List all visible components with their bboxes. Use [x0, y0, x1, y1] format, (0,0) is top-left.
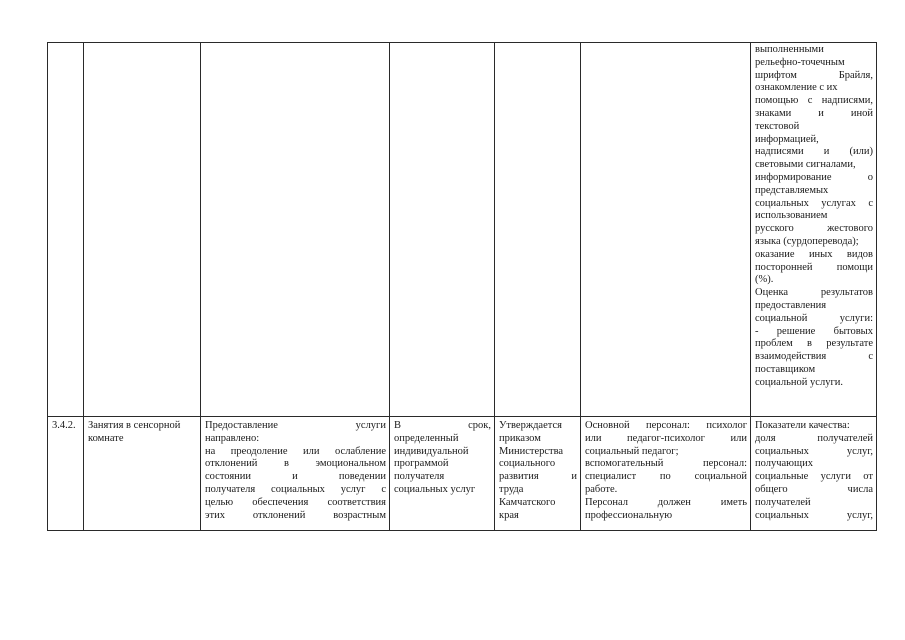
text-line: социальных услуг,: [755, 445, 873, 457]
text-line: представляемых: [755, 184, 829, 196]
text-line: социальных услуг: [394, 483, 476, 495]
text-line: языка (сурдоперевода);: [755, 235, 859, 247]
text-line: Показатели качества:: [755, 420, 850, 431]
cell-quality-indicators: [751, 417, 877, 531]
text-line: поставщиком: [755, 363, 816, 375]
text-line: определенный: [394, 432, 459, 444]
cell-quality-indicators: [751, 43, 877, 417]
text-line: профессиональную: [585, 509, 673, 521]
text-line: Предоставление услуги: [205, 420, 386, 431]
staff-text: [585, 420, 747, 522]
text-line: текстовой: [755, 120, 800, 132]
text-line: Камчатского: [499, 496, 556, 508]
text-line: взаимодействия с: [755, 351, 873, 363]
cell-term: [390, 43, 495, 417]
text-line: развития и: [499, 471, 577, 483]
text-line: русского жестового: [755, 223, 873, 235]
text-line: ознакомление с их: [755, 82, 838, 94]
text-line: доля получателей: [755, 432, 873, 444]
text-line: вспомогательный персонал:: [585, 458, 747, 470]
text-line: получателя: [394, 471, 445, 483]
text-line: проблем в результате: [755, 338, 873, 350]
cell-description: [201, 417, 390, 531]
table-row-3-4-2: [48, 417, 877, 531]
cell-approval: [495, 417, 581, 531]
text-line: отклонений в эмоциональном: [205, 458, 386, 470]
text-line: социального: [499, 458, 556, 470]
text-line: Утверждается: [499, 420, 562, 431]
cell-description: [201, 43, 390, 417]
term-text: [394, 420, 491, 497]
text-line: получателей: [755, 496, 811, 508]
text-line: - решение бытовых: [755, 325, 873, 337]
quality-text: [755, 420, 873, 522]
cell-term: [390, 417, 495, 531]
text-line: помощью с надписями,: [755, 95, 873, 107]
text-line: программой: [394, 458, 449, 470]
text-line: использованием: [755, 210, 828, 222]
text-line: Персонал должен иметь: [585, 496, 747, 508]
text-line: В срок,: [394, 420, 491, 431]
text-line: или педагог-психолог или: [585, 432, 747, 444]
text-line: социальной услуги:: [755, 312, 873, 324]
text-line: рельефно-точечным: [755, 56, 845, 68]
text-line: знаками и иной: [755, 107, 873, 119]
text-line: оказание иных видов: [755, 248, 873, 260]
text-line: социальных услуг,: [755, 509, 873, 521]
text-line: Министерства: [499, 445, 564, 457]
description-text: [205, 420, 386, 522]
cell-staff: [581, 417, 751, 531]
quality-text: [755, 44, 873, 390]
text-line: шрифтом Брайля,: [755, 69, 873, 81]
text-line: социальные услуги от: [755, 471, 873, 483]
text-line: получающих: [755, 458, 813, 470]
text-line: социальных услугах с: [755, 197, 873, 209]
text-line: социальный педагог;: [585, 445, 679, 457]
text-line: состоянии и поведении: [205, 471, 386, 483]
cell-service-name: [84, 417, 201, 531]
service-name: Занятия в сенсорной комнате: [88, 420, 181, 444]
text-line: (%).: [755, 274, 774, 286]
text-line: информацией,: [755, 133, 819, 145]
text-line: социальной услуги.: [755, 376, 843, 388]
text-line: индивидуальной: [394, 445, 469, 457]
text-line: световыми сигналами,: [755, 159, 856, 171]
text-line: работе.: [585, 483, 618, 495]
text-line: информирование о: [755, 171, 873, 183]
text-line: целью обеспечения соответствия: [205, 496, 386, 508]
cell-staff: [581, 43, 751, 417]
text-line: труда: [499, 483, 524, 495]
text-line: этих отклонений возрастным: [205, 509, 386, 521]
text-line: Оценка результатов: [755, 287, 873, 299]
cell-number: [48, 417, 84, 531]
cell-approval: [495, 43, 581, 417]
cell-service-name: [84, 43, 201, 417]
text-line: направлено:: [205, 432, 260, 444]
text-line: на преодоление или ослабление: [205, 445, 386, 457]
text-line: получателя социальных услуг с: [205, 483, 386, 495]
text-line: предоставления: [755, 299, 827, 311]
services-table: [47, 42, 877, 531]
text-line: края: [499, 509, 519, 521]
text-line: надписями и (или): [755, 146, 873, 158]
text-line: приказом: [499, 432, 541, 444]
table-row-continued: [48, 43, 877, 417]
text-line: общего числа: [755, 483, 873, 495]
cell-number: [48, 43, 84, 417]
text-line: специалист по социальной: [585, 471, 747, 483]
text-line: посторонней помощи: [755, 261, 873, 273]
service-number: 3.4.2.: [52, 420, 76, 431]
text-line: Основной персонал: психолог: [585, 420, 747, 431]
text-line: выполненными: [755, 44, 824, 55]
approval-text: [499, 420, 577, 522]
